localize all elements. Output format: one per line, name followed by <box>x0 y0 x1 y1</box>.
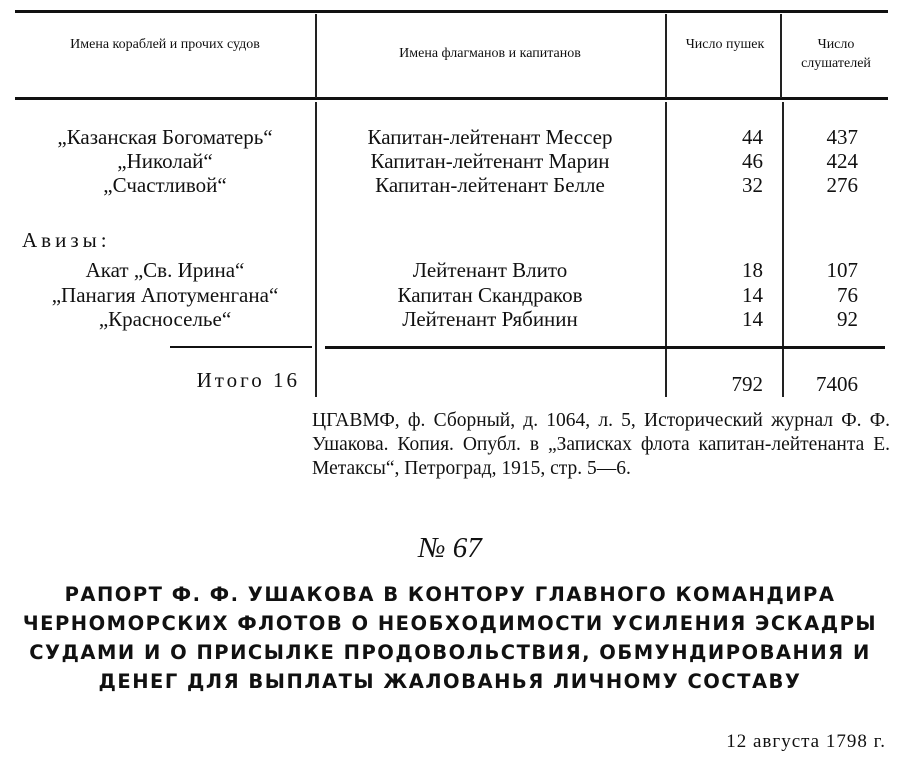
archive-citation: ЦГАВМФ, ф. Сборный, д. 1064, л. 5, Исторический журнал Ф. Ф. Ушакова. Копия. Опубл. в „Записках флота капитан-лейтенанта Е. Метаксы“, Петроград, 1915, стр. 5—6. <box>312 410 890 479</box>
header-captains: Имена флагманов и капитанов <box>399 46 581 61</box>
guns: 14 <box>742 307 763 331</box>
guns: 44 <box>742 125 763 149</box>
guns: 14 <box>742 283 763 307</box>
divider <box>780 14 782 98</box>
crew: 424 <box>826 149 858 173</box>
divider <box>665 14 667 98</box>
captain-name: Лейтенант Влито <box>412 258 568 282</box>
table-top-rule <box>15 10 888 13</box>
header-rule <box>15 97 888 100</box>
total-crew: 7406 <box>816 372 858 396</box>
crew: 276 <box>826 173 858 197</box>
section-label: Авизы: <box>22 228 111 252</box>
divider <box>315 14 317 98</box>
captain-name: Капитан-лейтенант Мессер <box>367 125 613 149</box>
ship-name: „Панагия Апотуменгана“ <box>51 283 279 307</box>
document-number: № 67 <box>418 532 482 564</box>
ship-name: Акат „Св. Ирина“ <box>85 258 245 282</box>
crew: 92 <box>837 307 858 331</box>
ship-name: „Казанская Богоматерь“ <box>57 125 273 149</box>
total-label: Итого 16 <box>196 368 300 392</box>
total-rule <box>325 346 885 349</box>
header-ships: Имена кораблей и прочих судов <box>70 37 260 52</box>
document-date: 12 августа 1798 г. <box>726 731 886 752</box>
guns: 18 <box>742 258 763 282</box>
guns: 46 <box>742 149 763 173</box>
crew: 437 <box>826 125 858 149</box>
document-title: РАПОРТ Ф. Ф. УШАКОВА В КОНТОРУ ГЛАВНОГО КОМАНДИРА ЧЕРНОМОРСКИХ ФЛОТОВ О НЕОБХОДИМОСТИ УСИЛЕНИЯ ЭСКАДРЫ СУДАМИ И О ПРИСЫЛКЕ ПРОДОВОЛЬСТВИЯ, ОБМУНДИРОВАНИЯ И ДЕНЕГ ДЛЯ ВЫПЛАТЫ ЖАЛОВАНЬЯ ЛИЧНОМУ СОСТАВУ <box>22 583 878 693</box>
header-crew: Число слушателей <box>801 37 871 71</box>
ship-name: „Счастливой“ <box>103 173 227 197</box>
crew: 107 <box>826 258 858 282</box>
total-guns: 792 <box>731 372 763 396</box>
ship-name: „Красноселье“ <box>98 307 232 331</box>
total-rule <box>170 346 312 348</box>
ship-name: „Николай“ <box>117 149 213 173</box>
crew: 76 <box>837 283 858 307</box>
captain-name: Капитан-лейтенант Марин <box>370 149 610 173</box>
captain-name: Капитан-лейтенант Белле <box>375 173 605 197</box>
guns: 32 <box>742 173 763 197</box>
captain-name: Капитан Скандраков <box>397 283 583 307</box>
header-guns: Число пушек <box>685 37 765 52</box>
captain-name: Лейтенант Рябинин <box>402 307 578 331</box>
